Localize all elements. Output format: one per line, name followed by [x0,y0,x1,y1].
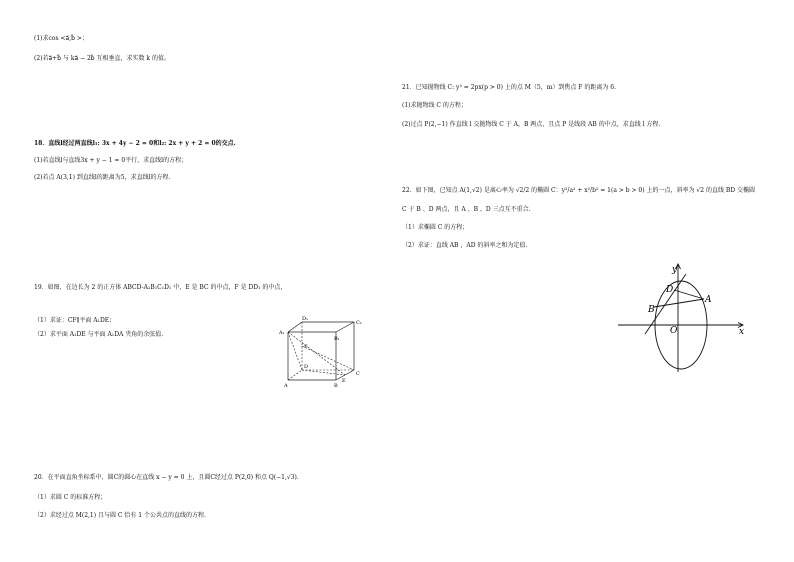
axis-y-label: y [672,265,678,275]
label-F: F [304,344,308,350]
q18-part2: (2)若点 A(3,1) 到直线l的距离为5，求直线l的方程. [34,174,171,181]
q19-part2: （2）求平面 A₁DE 与平面 A₁DA 夹角的余弦值. [34,331,164,338]
q17-part2: (2)若a⃗+b⃗ 与 ka⃗ − 2b⃗ 互相垂直，求实数 k 的值。 [34,55,170,62]
cube-figure [278,318,368,390]
q22-stem-a: 22．如下图，已知点 A(1,√2) 是离心率为 √2/2 的椭圆 C：y²/a² + x²/b² = 1(a > b > 0) 上的一点，斜率为 √2 的直线 BD 交椭圆 [402,187,755,194]
label-D1: D₁ [302,316,309,322]
point-A-label: A [705,295,712,305]
q19-stem: 19．如图，在边长为 2 的正方体 ABCD-A₁B₁C₁D₁ 中，E 是 BC 的中点，F 是 DD₁ 的中点， [34,284,287,291]
label-A1: A₁ [279,330,285,336]
point-D-label: D [666,285,674,295]
q18-stem: 18．直线l经过两直线l₁: 3x + 4y − 2 = 0和l₂: 2x + y + 2 = 0的交点. [34,140,236,147]
q20-stem: 20．在平面直角坐标系中，圆C的圆心在直线 x − y = 0 上，且圆C经过点 P(2,0) 和点 Q(−1,√3). [34,474,299,481]
q18-part1: (1)若直线l与直线3x + y − 1 = 0平行，求直线l的方程； [34,157,188,164]
label-B: B [334,383,338,389]
q21-part2: (2)过点 P(2,−1) 作直线 l 交抛物线 C 于 A，B 两点，且点 P 是线段 AB 的中点，求直线 l 方程. [402,121,661,128]
q21-part1: (1)求抛物线 C 的方程； [402,102,467,109]
axis-x-label: x [739,327,745,337]
q21-stem: 21．已知抛物线 C: y² = 2px(p > 0) 上的点 M（5，m）到焦点 F 的距离为 6. [402,84,616,91]
ellipse-figure [618,262,750,374]
q22-part1: （1）求椭圆 C 的方程； [402,224,469,231]
q19-part1: （1）求证：CF∥平面 A₁DE； [34,317,116,324]
label-D: D [304,364,309,370]
q20-part1: （1）求圆 C 的标准方程； [34,494,107,501]
q20-part2: （2）求经过点 M(2,1) 且与圆 C 恰有 1 个公共点的直线的方程. [34,512,206,519]
origin-label: O [670,326,678,336]
label-C1: C₁ [356,320,362,326]
label-A: A [284,383,288,389]
point-B-label: B [648,305,655,315]
label-C: C [356,371,360,377]
q22-part2: （2）求证：直线 AB ，AD 的斜率之和为定值. [402,242,528,249]
label-B1: B₁ [334,336,340,342]
q17-part1: (1)求cos <a⃗,b⃗ >； [34,35,88,42]
q22-stem-b: C 于 B 、D 两点，且 A 、B 、D 三点互不重合. [402,206,531,213]
label-E: E [342,378,346,384]
